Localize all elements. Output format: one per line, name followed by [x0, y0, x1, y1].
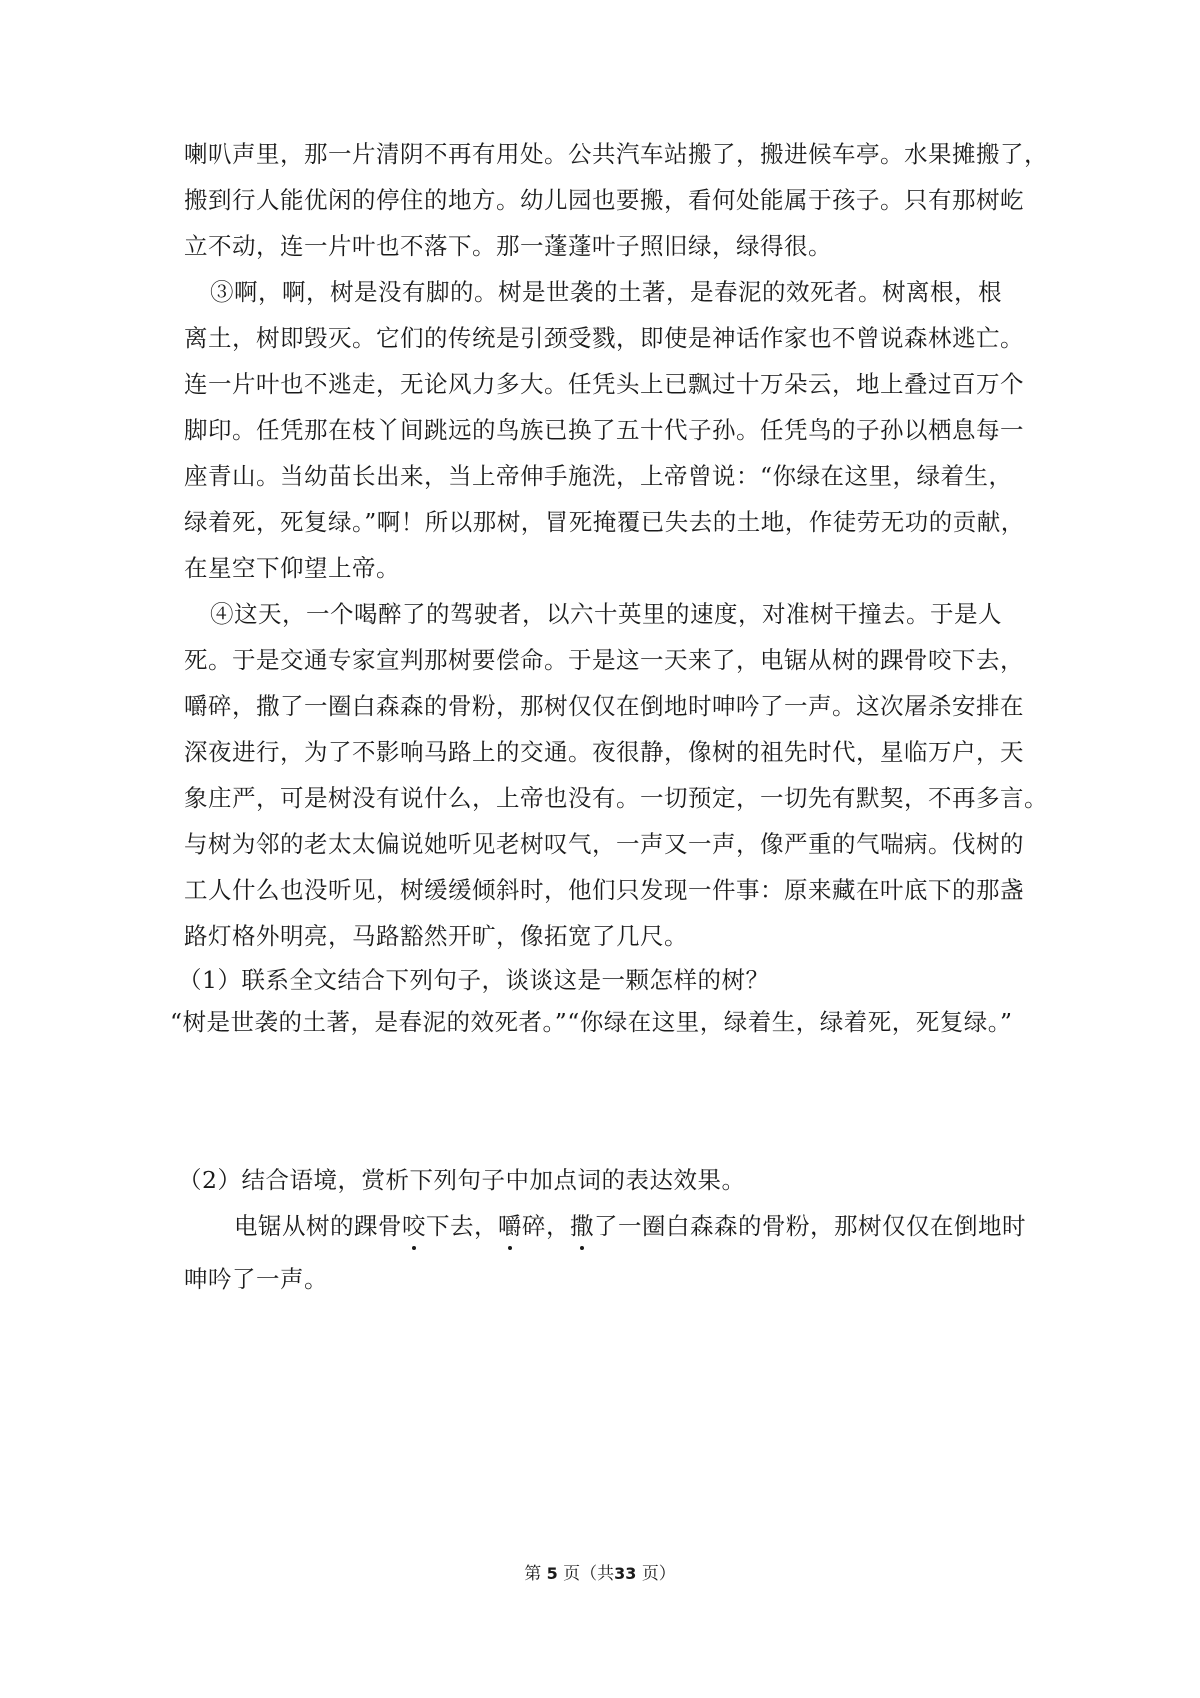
total-page-number: 33 [614, 1564, 637, 1583]
dotted-word: 咬 [402, 1212, 426, 1240]
paragraph-line: 死。于是交通专家宣判那树要偿命。于是这一天来了，电锯从树的踝骨咬下去， [184, 646, 1024, 674]
current-page-number: 5 [546, 1564, 558, 1583]
paragraph-line: 搬到行人能优闲的停住的地方。幼儿园也要搬，看何处能属于孩子。只有那树屹 [184, 186, 1024, 214]
paragraph-line: 绿着死，死复绿。”啊！所以那树，冒死掩覆已失去的土地，作徒劳无功的贡献， [184, 508, 1025, 536]
paragraph-line: 与树为邻的老太太偏说她听见老树叹气，一声又一声，像严重的气喘病。伐树的 [184, 830, 1024, 858]
question-2-prompt: （2）结合语境，赏析下列句子中加点词的表达效果。 [178, 1166, 746, 1194]
paragraph-line: 路灯格外明亮，马路豁然开旷，像拓宽了几尺。 [184, 922, 688, 950]
page-footer [0, 1562, 1200, 1586]
question-2-sentence-line-2: 呻吟了一声。 [184, 1265, 328, 1293]
footer-prefix: 第 [524, 1564, 542, 1584]
paragraph-line: 深夜进行，为了不影响马路上的交通。夜很静，像树的祖先时代，星临万户，天 [184, 738, 1024, 766]
question-2-sentence-line-1 [234, 1211, 1026, 1241]
paragraph-line: 在星空下仰望上帝。 [184, 554, 400, 582]
paragraph-line: 喇叭声里，那一片清阴不再有用处。公共汽车站搬了，搬进候车亭。水果摊搬了， [184, 140, 1048, 168]
paragraph-line: 座青山。当幼苗长出来，当上帝伸手施洗，上帝曾说：“你绿在这里，绿着生， [184, 462, 1013, 490]
paragraph-line: 脚印。任凭那在枝丫间跳远的鸟族已换了五十代子孙。任凭鸟的子孙以栖息每一 [184, 416, 1024, 444]
question-1-prompt: （1）联系全文结合下列句子，谈谈这是一颗怎样的树？ [178, 966, 770, 994]
paragraph-line: 象庄严，可是树没有说什么，上帝也没有。一切预定，一切先有默契，不再多言。 [184, 784, 1048, 812]
sentence-text: 碎， [522, 1212, 570, 1240]
paragraph-line: 连一片叶也不逃走，无论风力多大。任凭头上已飘过十万朵云，地上叠过百万个 [184, 370, 1024, 398]
dotted-word: 嚼 [498, 1212, 522, 1240]
paragraph-line: 工人什么也没听见，树缓缓倾斜时，他们只发现一件事：原来藏在叶底下的那盏 [184, 876, 1024, 904]
paragraph-line: ③啊，啊，树是没有脚的。树是世袭的土著，是春泥的效死者。树离根，根 [210, 278, 1002, 306]
paragraph-line: 嚼碎，撒了一圈白森森的骨粉，那树仅仅在倒地时呻吟了一声。这次屠杀安排在 [184, 692, 1024, 720]
footer-suffix: 页） [641, 1564, 676, 1584]
dotted-word: 撒 [570, 1212, 594, 1240]
paragraph-line: ④这天，一个喝醉了的驾驶者，以六十英里的速度，对准树干撞去。于是人 [210, 600, 1002, 628]
sentence-text: 电锯从树的踝骨 [234, 1212, 402, 1240]
paragraph-line: 离土，树即毁灭。它们的传统是引颈受戮，即使是神话作家也不曾说森林逃亡。 [184, 324, 1024, 352]
sentence-text: 下去， [426, 1212, 498, 1240]
sentence-text: 了一圈白森森的骨粉，那树仅仅在倒地时 [594, 1212, 1026, 1240]
footer-middle: 页（共 [563, 1564, 615, 1584]
paragraph-line: 立不动，连一片叶也不落下。那一蓬蓬叶子照旧绿，绿得很。 [184, 232, 832, 260]
question-1-quote: “树是世袭的土著，是春泥的效死者。”“你绿在这里，绿着生，绿着死，死复绿。” [170, 1008, 1013, 1036]
